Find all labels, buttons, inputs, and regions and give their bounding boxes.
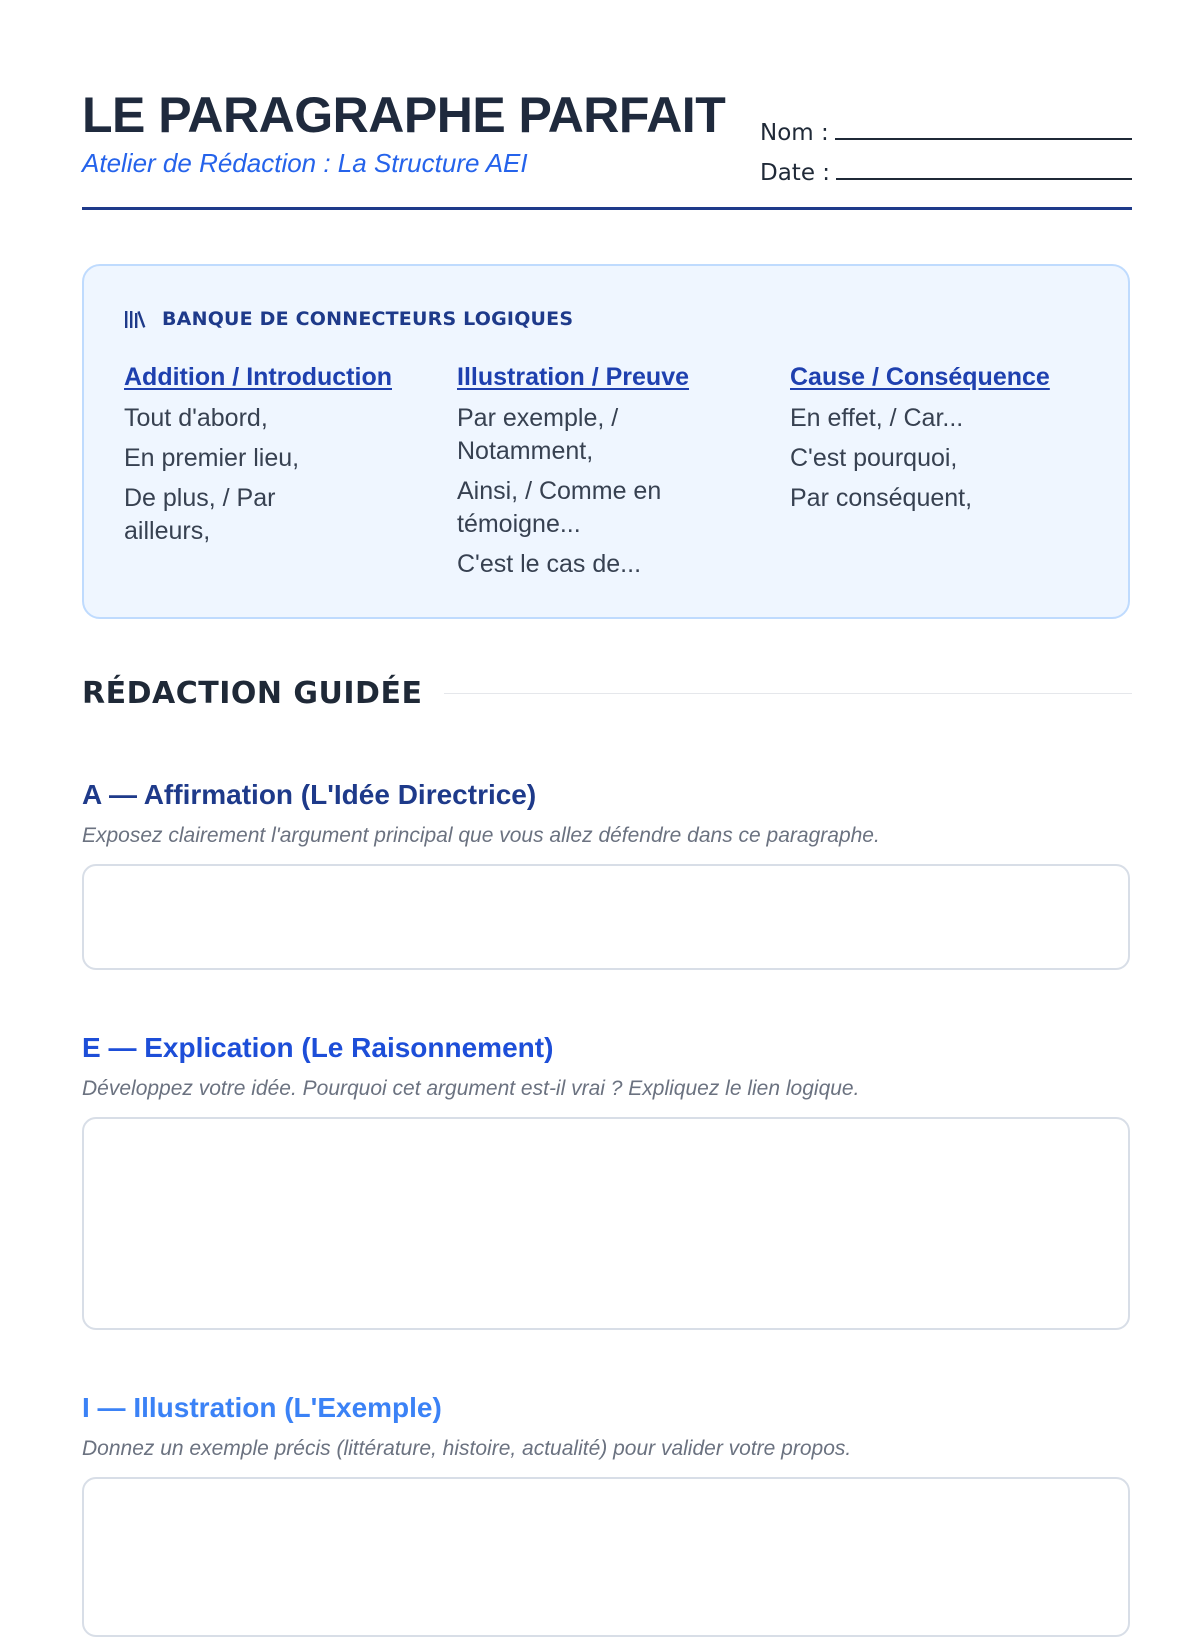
page-title: LE PARAGRAPHE PARFAIT [82, 87, 726, 143]
name-row [760, 108, 1132, 148]
connector-item: Par conséquent, [790, 484, 973, 512]
connector-bank [82, 264, 1130, 619]
header-divider [82, 207, 1132, 210]
affirmation-answer-box[interactable] [82, 864, 1130, 970]
guided-writing-header [82, 676, 1132, 711]
step-title: E — Explication (Le Raisonnement) [82, 1032, 554, 1063]
connector-item: Tout d'abord, [124, 404, 268, 432]
worksheet-page [82, 0, 1132, 1460]
connector-item: En premier lieu, [124, 444, 300, 472]
connector-column-addition [124, 362, 457, 588]
connector-column-cause [790, 362, 1123, 588]
connector-item: Par exemple, / Notamment, [457, 404, 619, 465]
name-label: Nom : [760, 120, 829, 146]
page-subtitle: Atelier de Rédaction : La Structure AEI [82, 148, 528, 178]
name-field[interactable] [835, 138, 1132, 140]
step-title: A — Affirmation (L'Idée Directrice) [82, 779, 537, 810]
worksheet-header [82, 0, 1132, 212]
connector-column-title: Cause / Conséquence [790, 363, 1050, 391]
date-field[interactable] [836, 178, 1132, 180]
section-divider [444, 693, 1132, 694]
connector-item: C'est pourquoi, [790, 444, 958, 472]
step-hint: Développez votre idée. Pourquoi cet argument est-il vrai ? Expliquez le lien logique. [82, 1077, 860, 1100]
student-info [760, 108, 1132, 188]
section-title: RÉDACTION GUIDÉE [82, 676, 423, 711]
step-affirmation [82, 778, 1130, 970]
connector-bank-header [124, 308, 573, 330]
connector-item: C'est le cas de... [457, 550, 642, 578]
date-label: Date : [760, 160, 831, 186]
step-hint: Donnez un exemple précis (littérature, histoire, actualité) pour valider votre propos. [82, 1437, 852, 1460]
step-hint: Exposez clairement l'argument principal que vous allez défendre dans ce paragraphe. [82, 824, 880, 847]
connector-item: En effet, / Car... [790, 404, 964, 432]
connector-bank-title: BANQUE DE CONNECTEURS LOGIQUES [162, 308, 574, 330]
illustration-answer-box[interactable] [82, 1477, 1130, 1637]
step-explication [82, 1031, 1130, 1330]
connector-columns [124, 362, 1123, 588]
explication-answer-box[interactable] [82, 1117, 1130, 1330]
step-title: I — Illustration (L'Exemple) [82, 1392, 442, 1423]
books-icon [124, 309, 146, 329]
connector-item: Ainsi, / Comme en témoigne... [457, 477, 662, 538]
date-row [760, 148, 1132, 188]
connector-column-title: Illustration / Preuve [457, 363, 690, 391]
connector-item: De plus, / Par ailleurs, [124, 484, 276, 545]
connector-column-title: Addition / Introduction [124, 363, 392, 391]
connector-column-illustration [457, 362, 790, 588]
step-illustration [82, 1391, 1130, 1637]
